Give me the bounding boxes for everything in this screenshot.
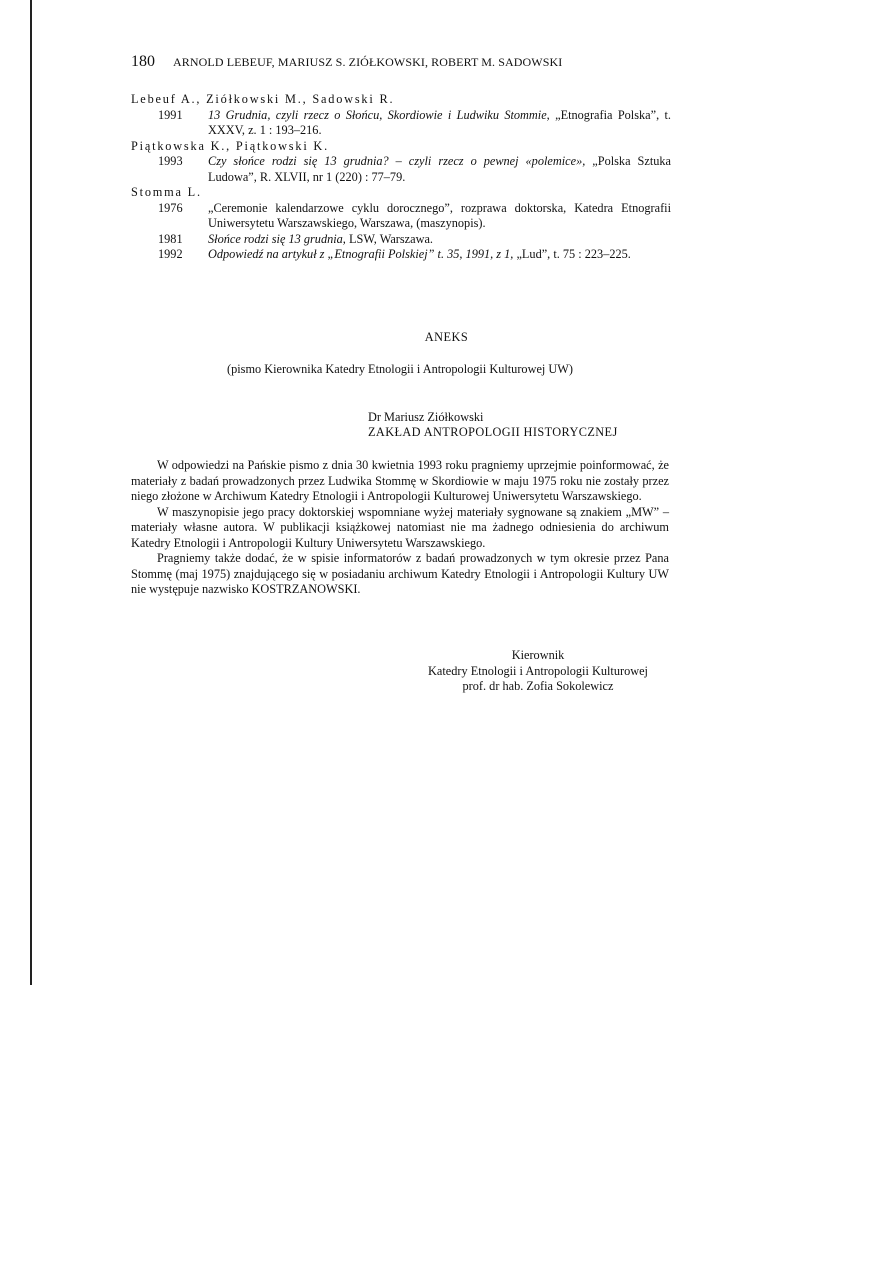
- addressee-name: Dr Mariusz Ziółkowski: [368, 410, 484, 424]
- page-number: 180: [131, 53, 155, 70]
- bib-entry: [131, 247, 671, 263]
- signature-department: Katedry Etnologii i Antropologii Kulturowej: [428, 663, 648, 678]
- bib-text: [208, 108, 671, 139]
- bib-entry: [131, 232, 671, 248]
- bib-author: Piątkowska K., Piątkowski K.: [131, 138, 329, 153]
- running-header: [131, 53, 562, 71]
- bib-rest: LSW, Warszawa.: [345, 231, 434, 246]
- bibliography: [131, 92, 671, 263]
- bib-text: [208, 247, 671, 263]
- bib-rest: „Polska Sztuka Ludowa”, R. XLVII, nr 1 (220) : 77–79.: [208, 154, 671, 184]
- letter-body: [131, 458, 669, 598]
- aneks-title: ANEKS: [424, 330, 469, 344]
- bib-rest: „Lud”, t. 75 : 223–225.: [513, 247, 631, 261]
- bib-title: Słońce rodzi się 13 grudnia,: [208, 231, 346, 246]
- bib-title: Odpowiedź na artykuł z „Etnografii Polskiej” t. 35, 1991, z 1,: [208, 247, 514, 261]
- bib-text: [208, 232, 671, 248]
- bib-author: Lebeuf A., Ziółkowski M., Sadowski R.: [131, 92, 395, 106]
- bib-entry: [131, 201, 671, 232]
- bib-rest: „Ceremonie kalendarzowe cyklu dorocznego”, rozprawa doktorska, Katedra Etnografii Uniwersytetu Warszawskiego, Warszawa, (maszynopis).: [208, 200, 671, 230]
- running-header-authors: ARNOLD LEBEUF, MARIUSZ S. ZIÓŁKOWSKI, ROBERT M. SADOWSKI: [173, 55, 563, 69]
- bib-entry: [131, 154, 671, 185]
- letter-addressee: [368, 410, 618, 440]
- letter-paragraph: W maszynopisie jego pracy doktorskiej wspomniane wyżej materiały sygnowane są znakiem „MW” – materiały własne autora. W publikacji książkowej natomiast nie ma żadnego odniesienia do archiwum Katedry Etnologii i Antropologii Kultury Uniwersytetu Warszawskiego.: [131, 504, 669, 550]
- bib-text: [208, 201, 671, 232]
- bib-entry: [131, 108, 671, 139]
- signature-role: Kierownik: [511, 648, 565, 662]
- bib-year: 1981: [158, 231, 183, 246]
- letter-paragraph: W odpowiedzi na Pańskie pismo z dnia 30 kwietnia 1993 roku pragniemy uprzejmie poinformować, że materiały z badań prowadzonych przez Ludwika Stommę w Skordiowie w maju 1975 roku nie zostały przez niego złożone w Archiwum Katedry Etnologii i Antropologii Kulturowej Uniwersytetu Warszawskiego.: [131, 458, 669, 503]
- page-edge-line: [30, 0, 32, 985]
- bib-title: Czy słońce rodzi się 13 grudnia? – czyli rzecz o pewnej «polemice»,: [208, 154, 586, 168]
- aneks-subtitle: (pismo Kierownika Katedry Etnologii i Antropologii Kulturowej UW): [227, 362, 573, 376]
- signature-name: prof. dr hab. Zofia Sokolewicz: [462, 679, 614, 693]
- bib-rest: „Etnografia Polska”, t. XXXV, z. 1 : 193–216.: [208, 107, 671, 137]
- bib-year: 1976: [158, 200, 183, 215]
- bib-year: 1992: [158, 247, 183, 261]
- bib-year: 1991: [158, 107, 183, 122]
- bib-title: 13 Grudnia, czyli rzecz o Słońcu, Skordiowie i Ludwiku Stommie,: [208, 107, 550, 122]
- bib-year: 1993: [158, 154, 183, 168]
- addressee-department: ZAKŁAD ANTROPOLOGII HISTORYCZNEJ: [368, 425, 618, 439]
- letter-paragraph: Pragniemy także dodać, że w spisie informatorów z badań prowadzonych w tym okresie przez Pana Stommę (maj 1975) znajdującego się w posiadaniu archiwum Katedry Etnologii i Antropologii Kultury UW nie występuje nazwisko KOSTRZANOWSKI.: [131, 551, 669, 596]
- bib-author: Stomma L.: [131, 185, 202, 199]
- letter-signature: [400, 648, 676, 695]
- bib-text: [208, 154, 671, 185]
